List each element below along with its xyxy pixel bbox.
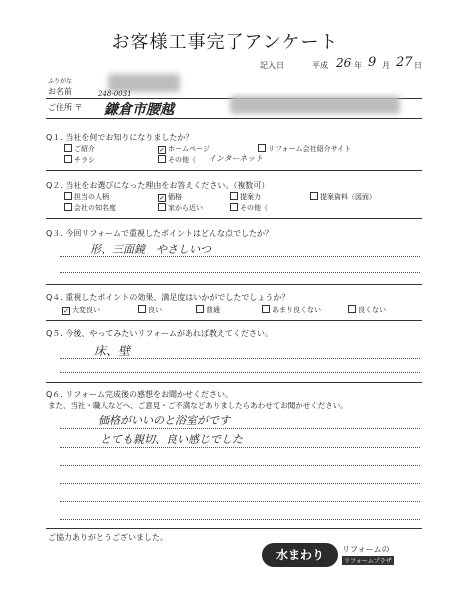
q2-option: 会社の知名度 [64,203,116,213]
logo-subtitle-2: リフォームプラザ [344,558,392,565]
day-unit: 日 [414,61,422,70]
checkbox[interactable] [158,155,166,163]
logo-subtitle: リフォームの [342,545,390,554]
postal-code: 248-0031 [98,90,132,98]
q1-other-answer: インターネット [208,154,264,163]
q1-option: リフォーム会社紹介サイト [258,144,351,154]
month-unit: 月 [382,61,390,70]
divider [46,382,422,383]
q6-answer-line1: 価格がいいのと浴室がです [98,414,230,427]
divider [46,320,422,321]
q5-answer: 床、壁 [94,344,131,358]
page-title: お客様工事完了アンケート [111,32,339,53]
checkbox[interactable] [64,144,72,152]
q1-text: Q１. 当社を何でお知りになりましたか？ [46,133,194,142]
year-unit: 年 [354,61,362,70]
address-label: ご住所 〒 [48,103,83,112]
checkbox-checked[interactable]: ✓ [159,194,165,202]
q3-answer: 形、三面鏡 やさしいつ [90,243,211,256]
answer-line [60,372,420,373]
divider [46,118,422,119]
thanks-text: ご協力ありがとうございました。 [48,533,168,542]
checkbox[interactable] [158,203,166,211]
checkbox[interactable] [262,305,270,313]
q4-text: Q４. 重視したポイントの効果、満足度はいかがでしたでしょうか？ [46,293,290,302]
q4-option: 良くない [348,305,386,315]
q1-option: ご紹介 [64,144,95,154]
divider [46,528,422,529]
checkbox[interactable] [64,203,72,211]
q2-option: 家から近い [158,203,203,213]
checkbox[interactable] [196,305,204,313]
answer-line [60,483,420,484]
answer-line [60,256,420,257]
redacted-address [230,96,400,114]
q5-text: Q５. 今後、やってみたいリフォームがあれば教えてください。 [46,329,273,338]
furigana-label: ふりがな [48,78,73,85]
answer-line [60,465,420,466]
q6-text2: また、当社・職人などへ、ご意見・ご不満などありましたらあわせてお聞かせください。 [48,401,348,410]
answer-line [60,272,420,273]
checkbox[interactable] [64,192,72,200]
divider [46,284,422,285]
year-value: 26 [336,56,352,70]
q4-option: 普通 [196,305,220,315]
month-value: 9 [368,55,377,70]
divider [46,218,422,219]
q4-option: 良い [138,305,162,315]
address-handwritten: 鎌倉市腰越 [104,102,174,118]
checkbox[interactable] [348,305,356,313]
entry-date-label: 記入日 [260,61,284,70]
checkbox[interactable] [310,192,318,200]
q6-answer-line2: とても親切、良い感じでした [100,433,243,446]
company-logo: 水まわり [262,543,338,567]
checkbox-checked[interactable]: ✓ [63,307,69,315]
q2-option: 提案資料（図面） [310,192,376,202]
checkbox[interactable] [64,155,72,163]
q2-option: 担当の人柄 [64,192,109,202]
q1-option: チラシ [64,155,95,165]
checkbox[interactable] [230,192,238,200]
answer-line [60,428,420,429]
q1-option: その他（ [158,155,196,165]
checkbox[interactable] [230,203,238,211]
answer-line [60,358,420,359]
divider [46,170,422,171]
q6-text: Q６. リフォーム完成後の感想をお聞かせください。 [46,390,233,399]
checkbox[interactable] [138,305,146,313]
checkbox-checked[interactable]: ✓ [159,146,165,154]
checkbox[interactable] [258,144,266,152]
name-label: お名前 [48,87,72,96]
q4-option: あまり良くない [262,305,321,315]
answer-line [60,501,420,502]
q2-option: その他（ [230,203,268,213]
q2-text: Q２. 当社をお選びになった理由をお答えください。（複数可） [46,181,270,190]
q3-text: Q３. 今回リフォームで重視したポイントはどんな点でしたか？ [46,229,273,238]
day-value: 27 [396,55,413,70]
q2-option: 提案力 [230,192,261,202]
answer-line [60,447,420,448]
answer-line [60,519,420,520]
era-label: 平成 [312,61,328,70]
q2-option: ✓ 価格 [159,193,182,202]
q4-option: ✓ 大変良い [63,306,100,315]
q1-option: ✓ ホームページ [159,145,210,154]
